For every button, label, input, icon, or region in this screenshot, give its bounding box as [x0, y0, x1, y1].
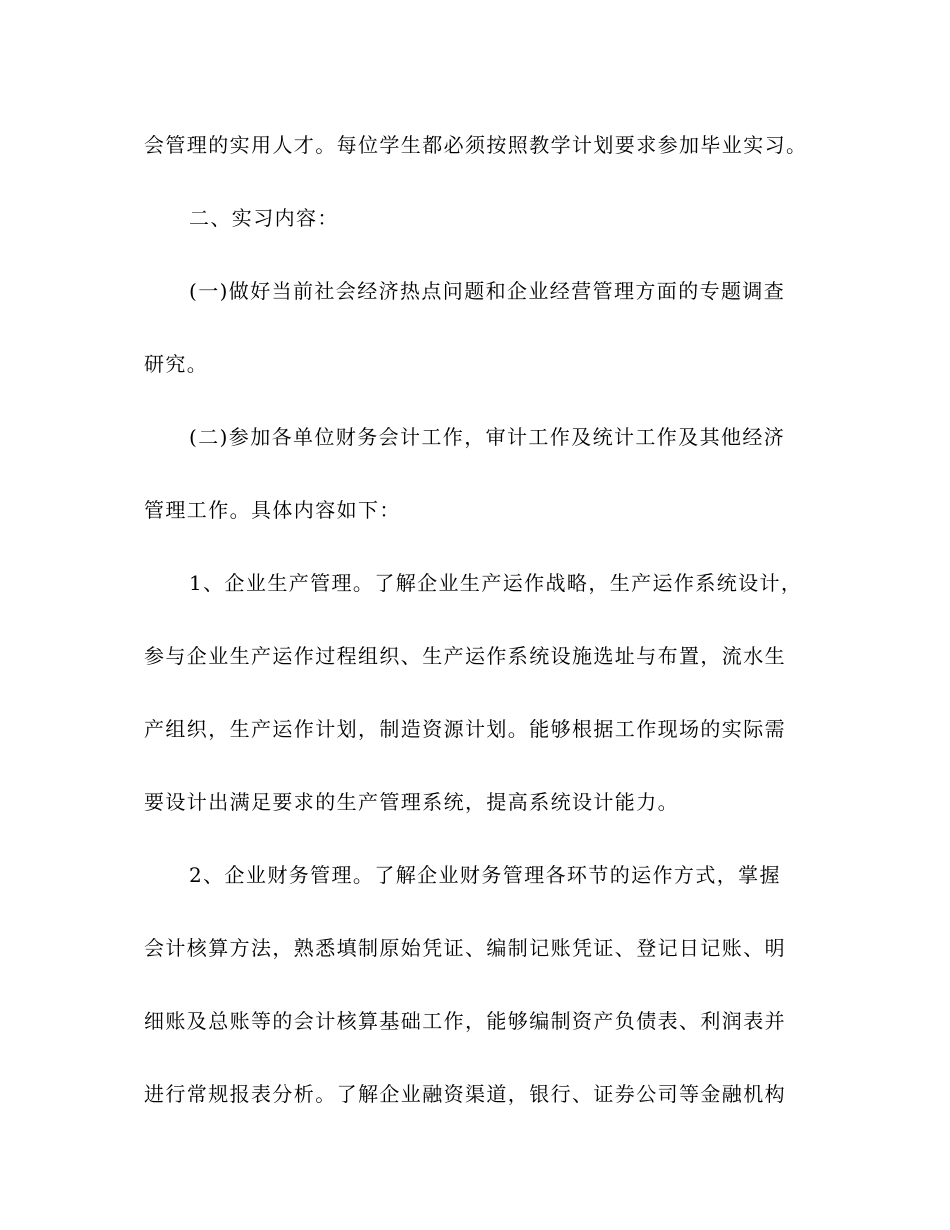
paragraph-line: 参与企业生产运作过程组织、生产运作系统设施选址与布置，流水生: [144, 644, 786, 668]
paragraph-line: 产组织，生产运作计划，制造资源计划。能够根据工作现场的实际需: [144, 717, 786, 741]
paragraph-line: 1、企业生产管理。了解企业生产运作战略，生产运作系统设计，: [189, 571, 803, 595]
paragraph-line: (一)做好当前社会经济热点问题和企业经营管理方面的专题调查: [189, 279, 786, 303]
paragraph-line: 会计核算方法，熟悉填制原始凭证、编制记账凭证、登记日记账、明: [144, 936, 786, 960]
paragraph-line: 管理工作。具体内容如下：: [144, 498, 401, 522]
paragraph-line: 2、企业财务管理。了解企业财务管理各环节的运作方式，掌握: [189, 863, 781, 887]
paragraph-line: 研究。: [144, 352, 209, 376]
paragraph-line: 会管理的实用人才。每位学生都必须按照教学计划要求参加毕业实习。: [144, 133, 808, 157]
paragraph-line: 进行常规报表分析。了解企业融资渠道，银行、证券公司等金融机构: [144, 1082, 786, 1106]
section-heading: 二、实习内容：: [189, 206, 339, 230]
paragraph-line: 要设计出满足要求的生产管理系统，提高系统设计能力。: [144, 790, 679, 814]
paragraph-line: 细账及总账等的会计核算基础工作，能够编制资产负债表、利润表并: [144, 1009, 786, 1033]
paragraph-line: (二)参加各单位财务会计工作，审计工作及统计工作及其他经济: [189, 425, 786, 449]
